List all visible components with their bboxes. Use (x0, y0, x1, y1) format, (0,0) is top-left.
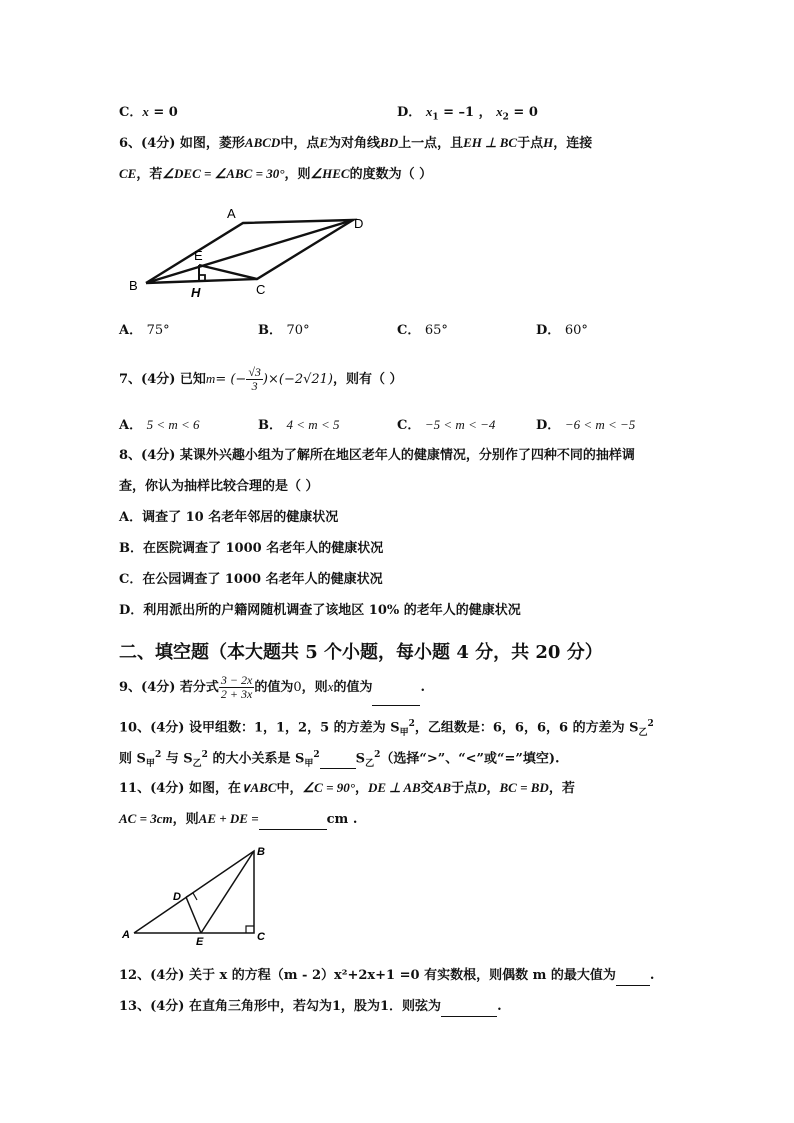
q8-option-b[interactable]: B．在医院调查了 1000 名老年人的健康状况 (119, 541, 384, 556)
segment-be (201, 851, 254, 933)
q10-line1: 10、(4分) 设甲组数：1，1，2，5 的方差为 $S_甲^2$，乙组数是：6，6，6，6 的方差为 $S_乙^2$ (119, 719, 654, 738)
label-b2: B (257, 846, 265, 858)
q7-option-c[interactable]: C． −5 < m < −4 (397, 417, 496, 433)
option-c-prev[interactable]: C．x = 0 (119, 104, 178, 120)
q6-option-d[interactable]: D． 60° (536, 323, 588, 338)
label-e: E (194, 248, 203, 263)
right-angle-c (246, 926, 254, 933)
q8-line2: 查，你认为抽样比较合理的是（ ） (119, 479, 319, 494)
q10-answer-blank[interactable] (320, 750, 356, 769)
q8-option-c[interactable]: C．在公园调查了 1000 名老年人的健康状况 (119, 572, 383, 587)
q6-line2: CE，若∠DEC = ∠ABC = 30°，则∠HEC的度数为（ ） (119, 166, 433, 182)
q6-option-a[interactable]: A． 75° (119, 323, 170, 338)
segment-ec (199, 265, 257, 279)
label-d2: D (173, 891, 181, 903)
q7-line: 7、(4分) 已知m= (− $\frac{√3}{3}$ )×(−2√21)，则有（ ） (119, 365, 403, 393)
q6-line1: 6、(4分) 如图，菱形ABCD中，点E为对角线BD上一点，且EH ⊥ BC于点H，连接 (119, 135, 593, 151)
q11-line1: 11、(4分) 如图，在∨ABC中，∠C = 90°，DE ⊥ AB交AB于点D，BC = BD，若 (119, 780, 575, 796)
q8-option-d[interactable]: D．利用派出所的户籍网随机调查了该地区 10% 的老年人的健康状况 (119, 603, 521, 618)
q9-line: 9、(4分) 若分式 $\frac{3 - 2x}{2 + 3x}$ 的值为0，则x的值为 . (119, 670, 425, 706)
label-e2: E (196, 936, 204, 947)
right-angle-d (186, 893, 197, 900)
q9-fraction: $\frac{3 - 2x}{2 + 3x}$ (220, 673, 253, 701)
q12-answer-blank[interactable] (616, 967, 650, 986)
q7-option-a[interactable]: A． 5 < m < 6 (119, 417, 200, 433)
option-d-prev[interactable]: D． $x_1 = -1$ ， $x_2 = 0$ (397, 104, 538, 123)
q7-option-d[interactable]: D． −6 < m < −5 (536, 417, 636, 433)
q13-line: 13、(4分) 在直角三角形中，若勾为1，股为1．则弦为 . (119, 998, 502, 1017)
q8-line1: 8、(4分) 某课外兴趣小组为了解所在地区老年人的健康情况，分别作了四种不同的抽样调 (119, 448, 635, 463)
q11-line2: AC = 3cm，则AE + DE = cm . (119, 810, 357, 830)
rhombus-figure (120, 200, 380, 305)
triangle-figure (118, 842, 278, 947)
segment-de (186, 897, 201, 933)
section-heading: 二、填空题（本大题共 5 个小题，每小题 4 分，共 20 分） (119, 642, 603, 663)
q7-option-b[interactable]: B． 4 < m < 5 (258, 417, 340, 433)
label-b: B (129, 278, 138, 293)
q6-option-c[interactable]: C． 65° (397, 323, 448, 338)
label-c2: C (257, 931, 265, 943)
q9-answer-blank[interactable] (372, 671, 420, 706)
q6-option-b[interactable]: B． 70° (258, 323, 310, 338)
q12-line: 12、(4分) 关于 x 的方程（m - 2）x²+2x+1 =0 有实数根，则偶数 m 的最大值为 . (119, 967, 654, 986)
q8-option-a[interactable]: A．调查了 10 名老年邻居的健康状况 (119, 510, 339, 525)
diagonal-bd (146, 220, 353, 283)
label-d: D (354, 216, 364, 231)
q11-answer-blank[interactable] (259, 811, 327, 830)
label-h: H (191, 285, 201, 300)
label-a: A (227, 206, 236, 221)
label-a2: A (122, 929, 130, 941)
q10-line2: 则 $S_甲^2$ 与 $S_乙^2$ 的大小关系是 $S_甲^2$ $S_乙^2$（选择“>”、“<”或“=”填空). (119, 750, 560, 769)
q13-answer-blank[interactable] (441, 998, 497, 1017)
triangle-abc (134, 851, 254, 933)
label-c: C (256, 282, 266, 297)
q7-fraction: $\frac{√3}{3}$ (248, 365, 261, 393)
